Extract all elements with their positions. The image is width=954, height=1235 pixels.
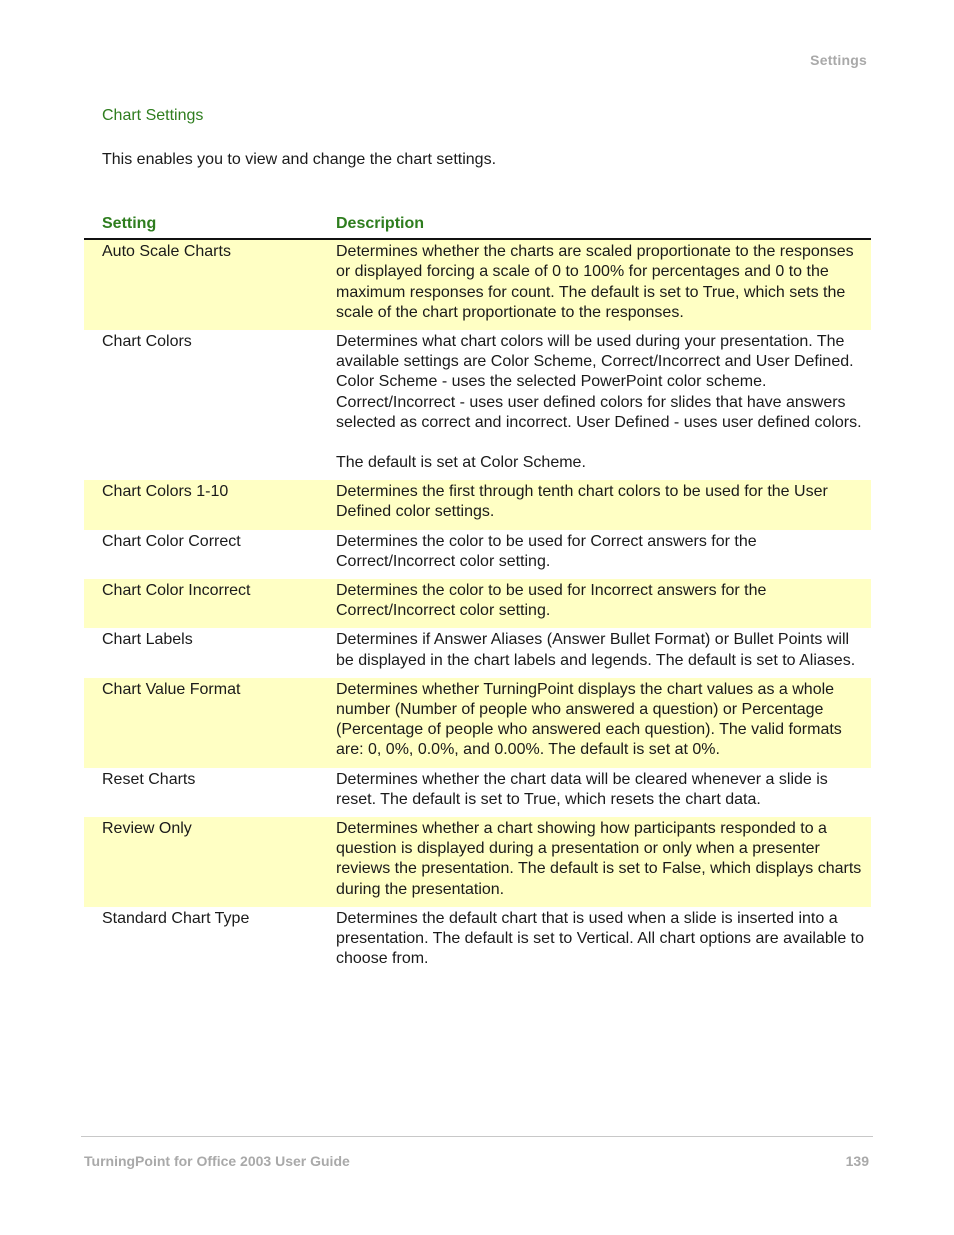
table-row [84,530,871,579]
table-row [84,579,871,628]
setting-description: Determines whether the charts are scaled proportionate to the responses or displayed forcing a scale of 0 to 100% for percentages and 0 to the maximum responses for count. The default is set to True, which sets the scale of the chart proportionate to the responses. [336,243,854,321]
setting-description: Determines the color to be used for Correct answers for the Correct/Incorrect color setting. [336,532,757,570]
column-header-description: Description [318,212,871,239]
setting-description: Determines whether TurningPoint displays the chart values as a whole number (Number of people who answered a question) or Percentage (Percentage of people who answered each question). The valid formats are: 0, 0%, 0.0%, and 0.00%. The default is set at 0%. [336,680,842,759]
table-row [84,907,871,977]
table-row [84,768,871,817]
setting-name: Chart Labels [102,631,193,649]
table-row [84,330,871,480]
paragraph-gap [336,433,868,453]
setting-description: Determines whether a chart showing how participants responded to a question is displayed during a presentation or only when a presenter reviews the presentation. The default is set to False, which displays charts during the presentation. [336,820,862,898]
setting-description-cell [318,330,871,480]
setting-description-cell [318,579,871,628]
table-body [84,239,871,976]
footer-divider [81,1136,873,1137]
setting-name: Auto Scale Charts [84,239,318,330]
setting-description-cell [318,239,871,330]
setting-description-cell [318,530,871,579]
page-number: 139 [845,1153,869,1169]
setting-description: Determines whether the chart data will be cleared whenever a slide is reset. The default is set to True, which resets the chart data. [336,770,828,808]
setting-description-cell [318,480,871,529]
setting-name: Reset Charts [102,770,196,788]
intro-text: This enables you to view and change the chart settings. [102,151,497,168]
column-header-setting: Setting [84,212,318,239]
setting-name: Chart Color Correct [102,532,241,550]
running-head: Settings [810,52,867,68]
setting-description-cell [318,817,871,907]
settings-table [84,212,871,977]
setting-name: Standard Chart Type [102,909,250,927]
setting-default-note: The default is set at Color Scheme. [336,454,586,472]
setting-description: Determines the color to be used for Incorrect answers for the Correct/Incorrect color setting. [336,582,767,620]
table-row [84,678,871,768]
table-row [84,628,871,677]
section-title: Chart Settings [102,107,204,124]
setting-name: Chart Colors [102,333,192,351]
table-row [84,480,871,529]
footer-title: TurningPoint for Office 2003 User Guide [84,1153,350,1169]
setting-description: Determines the first through tenth chart colors to be used for the User Defined color settings. [336,483,828,521]
table-header-row [84,212,871,239]
setting-description: Determines what chart colors will be used during your presentation. The available settings are Color Scheme, Correct/Incorrect and User Defined. Color Scheme - uses the selected PowerPoint color scheme. Correct/Incorrect - uses user defined colors for slides that have answers selected as correct and incorrect. User Defined - uses user defined colors. [336,333,862,431]
setting-description-cell [318,628,871,677]
table-row [84,817,871,907]
setting-description-cell [318,678,871,768]
setting-description-cell [318,907,871,977]
setting-description-cell [318,768,871,817]
setting-name: Review Only [84,817,318,907]
table-row [84,239,871,330]
setting-name: Chart Colors 1-10 [84,480,318,529]
setting-name: Chart Color Incorrect [84,579,318,628]
setting-description: Determines the default chart that is used when a slide is inserted into a presentation. The default is set to Vertical. All chart options are available to choose from. [336,909,865,968]
setting-name: Chart Value Format [84,678,318,768]
setting-description: Determines if Answer Aliases (Answer Bullet Format) or Bullet Points will be displayed in the chart labels and legends. The default is set to Aliases. [336,631,856,669]
